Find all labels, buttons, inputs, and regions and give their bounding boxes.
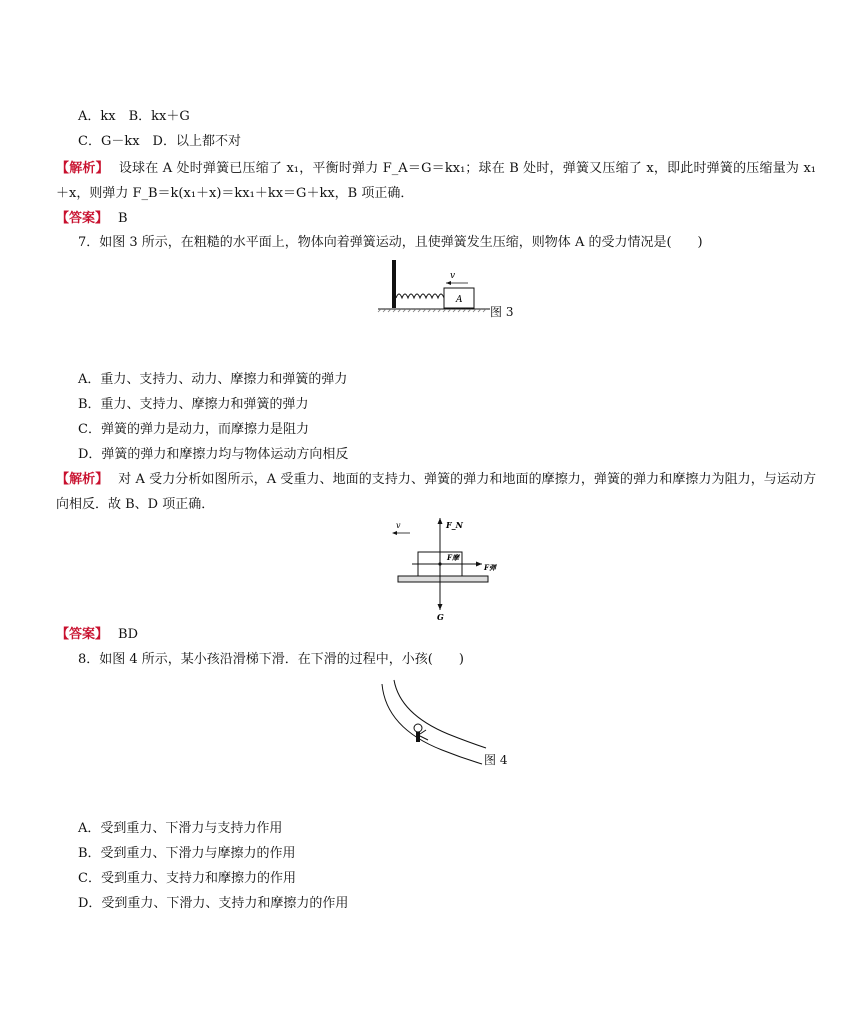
q8-stem: 8．如图 4 所示，某小孩沿滑梯下滑．在下滑的过程中，小孩( )	[78, 652, 464, 667]
analysis-text: 设球在 A 处时弹簧已压缩了 x₁，平衡时弹力 F_A＝G＝kx₁；球在 B 处时，弹簧又压缩了 x，即此时弹簧的压缩量为 x₁＋x，则弹力 F_B＝k(x₁＋x)＝kx₁＋kx＝G＋kx，B 项正确．	[56, 161, 816, 201]
answer-value: B	[118, 211, 128, 226]
q7-stem: 7．如图 3 所示，在粗糙的水平面上，物体向着弹簧运动，且使弹簧发生压缩，则物体 A 的受力情况是( )	[78, 235, 703, 250]
figure-4	[372, 678, 492, 768]
analysis-tag: 【解析】	[56, 161, 109, 176]
q6-options-cd: C．G－kx D．以上都不对	[78, 134, 241, 149]
velocity-label: v	[450, 271, 456, 281]
q8-option-c: C．受到重力、支持力和摩擦力的作用	[78, 871, 296, 886]
q8-option-b: B．受到重力、下滑力与摩擦力的作用	[78, 846, 296, 861]
q6-analysis	[56, 156, 816, 206]
q8-option-d: D．受到重力、下滑力、支持力和摩擦力的作用	[78, 896, 349, 911]
fbd-fn-label: F_N	[446, 520, 463, 530]
q8-option-a: A．受到重力、下滑力与支持力作用	[78, 821, 283, 836]
q7-option-d: D．弹簧的弹力和摩擦力均与物体运动方向相反	[78, 447, 349, 462]
figure-4-caption: 图 4	[484, 753, 508, 767]
answer-tag: 【答案】	[56, 627, 109, 642]
q7-option-b: B．重力、支持力、摩擦力和弹簧的弹力	[78, 397, 309, 412]
fbd-fmo-label: F摩	[447, 553, 459, 562]
analysis-text: 对 A 受力分析如图所示，A 受重力、地面的支持力、弹簧的弹力和地面的摩擦力，弹簧的弹力和摩擦力为阻力，与运动方向相反．故 B、D 项正确．	[56, 472, 816, 512]
q7-analysis	[56, 467, 816, 517]
q7-option-a: A．重力、支持力、动力、摩擦力和弹簧的弹力	[78, 372, 348, 387]
block-a-label: A	[456, 295, 463, 305]
figure-3-caption: 图 3	[490, 305, 514, 319]
answer-tag: 【答案】	[56, 211, 109, 226]
fbd-v-label: v	[396, 521, 401, 530]
analysis-tag: 【解析】	[56, 472, 109, 487]
fbd-g-label: G	[437, 612, 444, 622]
q7-option-c: C．弹簧的弹力是动力，而摩擦力是阻力	[78, 422, 309, 437]
free-body-diagram	[390, 516, 510, 622]
fbd-ftan-label: F弹	[484, 563, 496, 572]
answer-value: BD	[118, 627, 138, 642]
q7-answer	[56, 622, 816, 647]
q6-options-ab: A．kx B．kx＋G	[78, 109, 190, 124]
q6-answer	[56, 206, 816, 231]
